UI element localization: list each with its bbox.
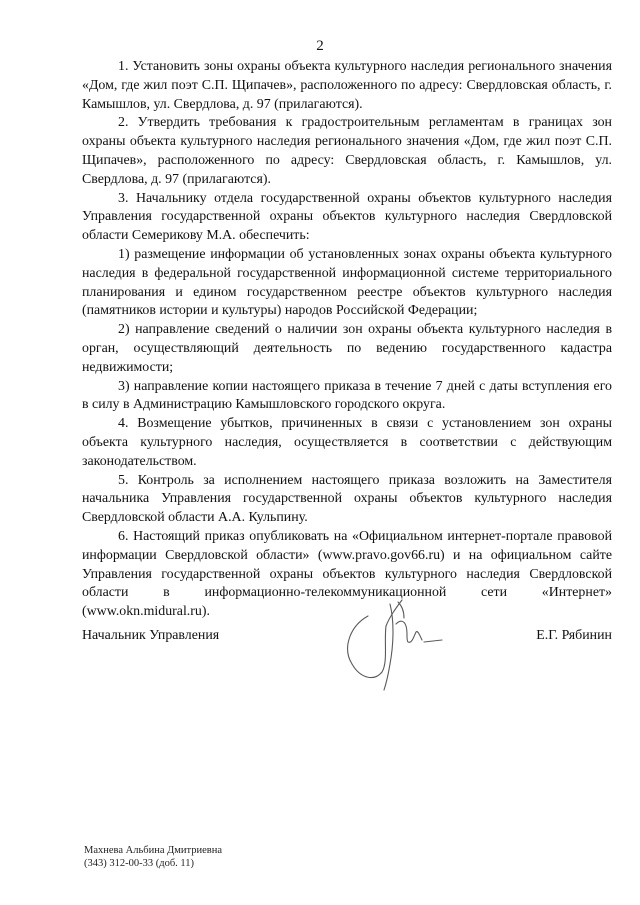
subparagraph-3-2: 2) направление сведений о наличии зон охраны объекта культурного наследия в орган, осуществляющий деятельность по ведению государственного кадастра недвижимости; [82,322,612,375]
executor-info [84,844,222,870]
paragraph-3: 3. Начальнику отдела государственной охраны объектов культурного наследия Управления государственной охраны объектов культурного наследия Свердловской области Семерикову М.А. обеспечить: [82,190,612,244]
order-body [82,58,612,622]
subparagraph-3-1: 1) размещение информации об установленных зонах охраны объекта культурного наследия в федеральной государственной информационной системе территориального планирования и едином государственном реестре объектов культурного наследия (памятников истории и культуры) народов Российской Федерации; [82,246,612,319]
paragraph-2: 2. Утвердить требования к градостроительным регламентам в границах зон охраны объекта культурного наследия регионального значения «Дом, где жил поэт С.П. Щипачев», расположенного по адресу: Свердловская область, г. Камышлов, ул. Свердлова, д. 97 (прилагаются). [82,115,612,187]
signer-name: Е.Г. Рябинин [536,628,612,643]
paragraph-4: 4. Возмещение убытков, причиненных в связи с установлением зон охраны объекта культурного наследия, осуществляется в соответствии с действующим законодательством. [82,416,612,469]
signer-position: Начальник Управления [82,628,220,643]
executor-name: Махнева Альбина Дмитриевна [84,845,223,856]
paragraph-5: 5. Контроль за исполнением настоящего приказа возложить на Заместителя начальника Управления государственной охраны объектов культурного наследия Свердловской области А.А. Кульпину. [82,472,612,526]
handwritten-signature [330,586,470,696]
subparagraph-3-3: 3) направление копии настоящего приказа в течение 7 дней с даты вступления его в силу в Администрацию Камышловского городского округа. [82,378,612,413]
page-number: 2 [316,38,324,54]
paragraph-6: 6. Настоящий приказ опубликовать на «Официальном интернет-портале правовой информации Свердловской области» (www.pravo.gov66.ru) и на официальном сайте Управления государственной охраны объектов культурного наследия Свердловской области в информационно-телекоммуникационной сети «Интернет» (www.okn.midural.ru). [82,528,612,620]
executor-phone: (343) 312-00-33 (доб. 11) [84,858,195,869]
paragraph-1: 1. Установить зоны охраны объекта культурного наследия регионального значения «Дом, где жил поэт С.П. Щипачев», расположенного по адресу: Свердловская область, г. Камышлов, ул. Свердлова, д. 97 (прилагаются). [82,59,612,112]
